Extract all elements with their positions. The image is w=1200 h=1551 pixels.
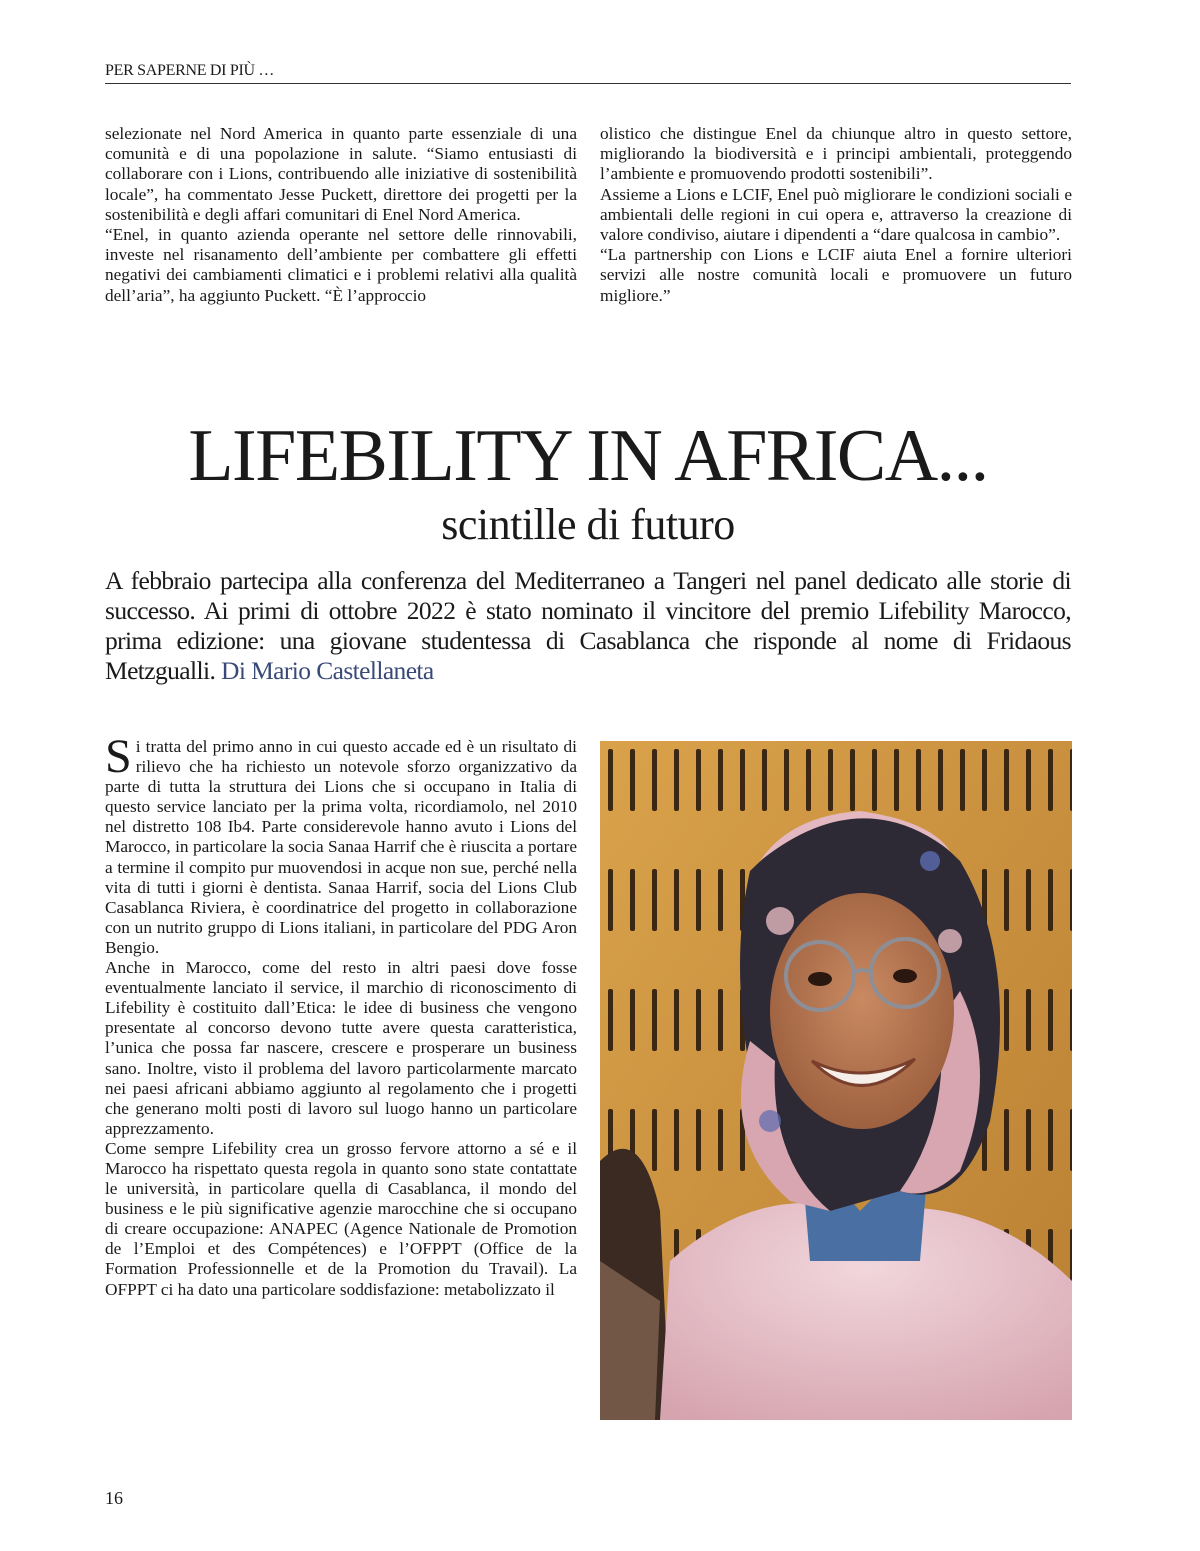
portrait-illustration bbox=[600, 741, 1072, 1420]
article-body bbox=[105, 730, 577, 1300]
top-right-paragraph-1: olistico che distingue Enel da chiunque altro in questo settore, migliorando la biodiversità e i principi ambientali, proteggendo l’ambiente e promuovendo prodotti sostenibili”. bbox=[600, 124, 1072, 184]
body-paragraph-3: Come sempre Lifebility crea un grosso fervore attorno a sé e il Marocco ha rispettato questa regola in quanto sono state contattate le università, in particolare quella di Casablanca, il mondo del business e le più significative agenzie marocchine che si occupano di creare occupazione: ANAPEC (Agence Nationale de Promotion de l’Emploi et des Compétences) e l’OFPPT (Office de la Formation Professionnelle et de la Promotion du Travail). La OFPPT ci ha dato una particolare soddisfazione: metabolizzato il bbox=[105, 1138, 577, 1299]
article-headline: LIFEBILITY IN AFRICA... bbox=[188, 415, 988, 497]
article-lede bbox=[105, 566, 1071, 686]
article-subheadline: scintille di futuro bbox=[441, 500, 735, 549]
byline: Di Mario Castellaneta bbox=[221, 656, 434, 685]
top-left-paragraph-1: selezionate nel Nord America in quanto parte essenziale di una comunità e di una popolazione in salute. “Siamo entusiasti di collaborare con i Lions, contribuendo alle iniziative di sostenibilità locale”, ha commentato Jesse Puckett, direttore dei progetti per la sostenibilità e degli affari comunitari di Enel Nord America. bbox=[105, 124, 577, 224]
body-paragraph-1 bbox=[105, 730, 577, 958]
top-right-column bbox=[600, 124, 1072, 306]
running-title: PER SAPERNE DI PIÙ … bbox=[105, 62, 275, 79]
portrait-photo bbox=[600, 741, 1072, 1420]
top-left-column bbox=[105, 124, 577, 306]
header-rule bbox=[105, 83, 1071, 84]
lede-text: A febbraio partecipa alla conferenza del Mediterraneo a Tangeri nel panel dedicato alle storie di successo. Ai primi di ottobre 2022 è stato nominato il vincitore del premio Lifebility Marocco, prima edizione: una giovane studentessa di Casablanca che risponde al nome di Fridaous Metzgualli. bbox=[105, 566, 1071, 685]
page-number: 16 bbox=[105, 1488, 123, 1508]
top-left-paragraph-2: “Enel, in quanto azienda operante nel settore delle rinnovabili, investe nel risanamento dell’ambiente per combattere gli effetti negativi dei cambiamenti climatici e i problemi relativi alla qualità dell’aria”, ha aggiunto Puckett. “È l’approccio bbox=[105, 225, 577, 305]
top-right-paragraph-3: “La partnership con Lions e LCIF aiuta Enel a fornire ulteriori servizi alle nostre comunità locali e promuovere un futuro migliore.” bbox=[600, 245, 1072, 305]
body-paragraph-1-text: i tratta del primo anno in cui questo accade ed è un risultato di rilievo che ha richiesto un notevole sforzo organizzativo da parte di tutta la struttura dei Lions che si occupano in Italia di questo service lanciato per la prima volta, ricordiamolo, nel 2010 nel distretto 108 Ib4. Parte considerevole hanno avuto i Lions del Marocco, in particolare la socia Sanaa Harrif che è riuscita a portare a termine il compito pur muovendosi in acque non sue, perché nella vita di tutti i giorni è dentista. Sanaa Harrif, socia del Lions Club Casablanca Riviera, è coordinatrice del progetto in collaborazione con un nutrito gruppo di Lions italiani, in particolare del PDG Aron Bengio. bbox=[105, 737, 577, 957]
body-paragraph-2: Anche in Marocco, come del resto in altri paesi dove fosse eventualmente lanciato il service, il marchio di riconoscimento di Lifebility è costituito dall’Etica: le idee di business che vengono presentate al concorso devono tutte avere questa caratteristica, l’unica che possa far nascere, crescere e prosperare un business sano. Inoltre, visto il problema del lavoro particolarmente marcato nei paesi africani abbiamo aggiunto al regolamento che i progetti che generano molti posti di lavoro sul luogo hanno un particolare apprezzamento. bbox=[105, 958, 577, 1138]
top-right-paragraph-2: Assieme a Lions e LCIF, Enel può migliorare le condizioni sociali e ambientali delle regioni in cui opera e, attraverso la creazione di valore condiviso, aiutare i dipendenti a “dare qualcosa in cambio”. bbox=[600, 184, 1072, 245]
drop-cap: S bbox=[105, 730, 132, 783]
